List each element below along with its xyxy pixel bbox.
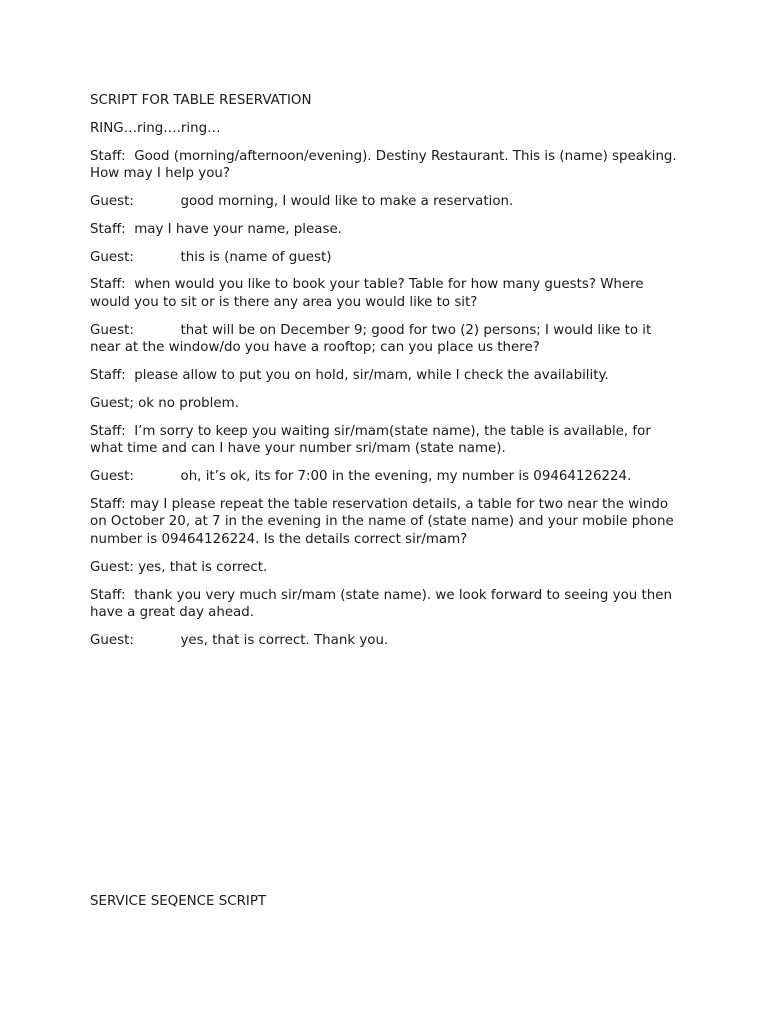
dialogue-text: oh, it’s ok, its for 7:00 in the evening, my number is 09464126224. (180, 468, 632, 484)
paragraph-staff-hold: Staff: please allow to put you on hold, sir/mam, while I check the availability. (90, 368, 609, 384)
paragraph-guest-reservation-request (90, 193, 680, 211)
paragraph-guest-ok: Guest; ok no problem. (90, 395, 239, 411)
paragraph-guest-time-number (90, 468, 680, 486)
dialogue-text: yes, that is correct. Thank you. (180, 632, 389, 648)
speaker-label: Guest: (90, 322, 134, 338)
paragraph-guest-name (90, 249, 680, 267)
paragraph-staff-greeting: Staff: Good (morning/afternoon/evening). Destiny Restaurant. This is (name) speaking. How may I help you? (90, 148, 681, 182)
dialogue-text: that will be on December 9; good for two (2) persons; I would like to it near at the window/do you have a rooftop; can you place us there? (90, 322, 656, 356)
paragraph-staff-ask-name: Staff: may I have your name, please. (90, 221, 342, 237)
next-section-title: SERVICE SEQENCE SCRIPT (90, 894, 267, 909)
document-body (90, 92, 680, 660)
dialogue-text: this is (name of guest) (180, 249, 332, 265)
speaker-label: Guest: (90, 193, 134, 209)
paragraph-ring: RING…ring….ring… (90, 120, 221, 136)
speaker-label: Guest: (90, 468, 134, 484)
paragraph-staff-repeat-details: Staff: may I please repeat the table reservation details, a table for two near the windo on October 20, at 7 in the evening in the name of (state name) and your mobile phone number is 09464126224. Is the details correct sir/mam? (90, 496, 678, 547)
speaker-label: Guest: (90, 249, 134, 265)
speaker-label: Guest: (90, 632, 134, 648)
paragraph-staff-thanks: Staff: thank you very much sir/mam (state name). we look forward to seeing you then have a great day ahead. (90, 587, 677, 621)
paragraph-guest-final (90, 632, 680, 650)
paragraph-guest-confirm: Guest: yes, that is correct. (90, 559, 268, 575)
dialogue-text: good morning, I would like to make a reservation. (180, 193, 514, 209)
paragraph-staff-booking-details: Staff: when would you like to book your table? Table for how many guests? Where would you to sit or is there any area you would like to sit? (90, 277, 648, 310)
paragraph-guest-booking-details (90, 322, 680, 357)
paragraph-staff-availability: Staff: I’m sorry to keep you waiting sir/mam(state name), the table is available, for what time and can I have your number sri/mam (state name). (90, 423, 656, 457)
document-title: SCRIPT FOR TABLE RESERVATION (90, 93, 312, 108)
